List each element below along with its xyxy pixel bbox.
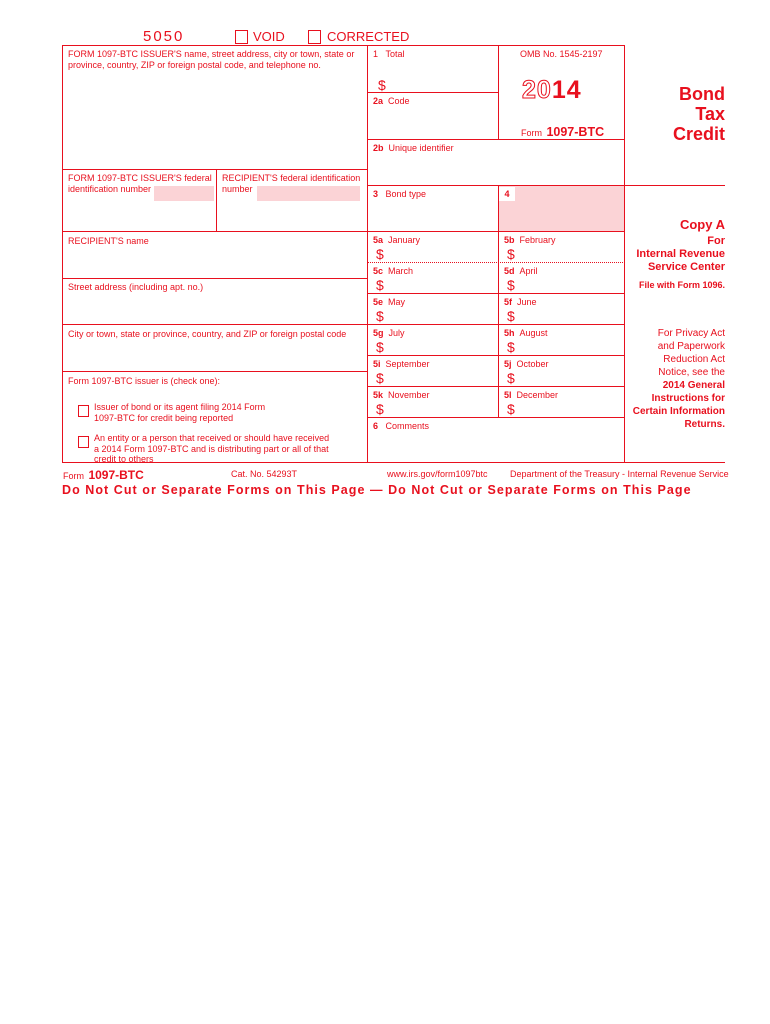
box-5g-month: July [388,328,405,338]
box3-bond-type-field[interactable] [370,201,495,229]
box-5d-label [504,266,538,277]
box-5b-number: 5b [504,235,515,245]
box-5c-month: March [388,266,414,276]
box3-text: Bond type [385,189,427,199]
footer-form-number: 1097-BTC [88,468,144,482]
box-5l-month: December [516,390,559,400]
box-5i-dollar: $ [376,370,384,386]
box2a-number: 2a [373,96,384,106]
corrected-checkbox[interactable] [308,30,321,44]
box-5b-month: February [519,235,556,245]
line-issuer-bottom [62,169,367,170]
box-5c[interactable] [367,262,498,293]
issuer-name-label: FORM 1097-BTC ISSUER'S name, street address, city or town, state or province, country, ZIP or foreign postal code, and telephone no. [68,49,355,70]
box-5f-dollar: $ [507,308,515,324]
box-5j[interactable] [498,355,624,386]
city-state-label: City or town, state or province, country, and ZIP or foreign postal code [68,329,347,339]
copy-for: For [707,235,725,247]
box-5g[interactable] [367,324,498,355]
distributor-label: An entity or a person that received or should have received a 2014 Form 1097-BTC and is distributing part or all of that credit to others [94,433,330,464]
form-title [625,84,725,144]
issuer-tin-field[interactable] [154,186,214,201]
form-name-header [521,123,604,141]
box3-label [373,189,426,200]
box-5l-dollar: $ [507,401,515,417]
box-5d-number: 5d [504,266,515,276]
box-5d[interactable] [498,262,624,293]
street-address-field[interactable] [64,294,364,322]
box-5l-number: 5l [504,390,512,400]
box-5f-number: 5f [504,297,513,307]
box2a-label [373,96,410,107]
recipient-tin-label: RECIPIENT'S federal identification number [222,173,361,194]
copy-a-label: Copy A [679,217,725,232]
void-label: VOID [253,29,285,44]
irs-line1: Internal Revenue [636,248,725,260]
box-5e-number: 5e [373,297,384,307]
form-code: 5050 [143,28,185,45]
divider-middle-top [498,45,499,139]
box-5h-dollar: $ [507,339,515,355]
recipient-tin-field[interactable] [257,186,360,201]
box-5e[interactable] [367,293,498,324]
line-recipient-name-bottom [62,278,367,279]
box-5i-label [373,359,430,370]
box-5f[interactable] [498,293,624,324]
box-5g-number: 5g [373,328,384,338]
treasury-department: Department of the Treasury - Internal Revenue Service [510,469,729,479]
box-5k-label [373,390,430,401]
privacy-line1: For Privacy Act [657,328,725,339]
box-5j-label [504,359,549,370]
privacy-line3: Reduction Act [663,354,725,365]
line-street-bottom [62,324,367,325]
box6-label [373,421,429,432]
corrected-label: CORRECTED [327,29,410,44]
box-5k-month: November [388,390,430,400]
box-5h-label [504,328,548,339]
box3-number: 3 [373,189,379,199]
privacy-bold2: Instructions for [651,393,725,404]
box2b-text: Unique identifier [388,143,454,153]
box1-total-field[interactable] [390,74,495,90]
issuer-agent-checkbox[interactable] [78,405,89,417]
privacy-notice [620,327,725,431]
box-5j-number: 5j [504,359,512,369]
privacy-bold1: 2014 General [662,380,725,391]
box-5l[interactable] [498,386,624,417]
box-5g-label [373,328,405,339]
box-5i-month: September [385,359,430,369]
box-5a-label [373,235,420,246]
box1-text: Total [385,49,405,59]
box-5i-number: 5i [373,359,381,369]
form-top-border [62,45,625,46]
privacy-bold4: Returns. [684,419,725,430]
box-5a-number: 5a [373,235,384,245]
box-5c-dollar: $ [376,277,384,293]
box-5e-dollar: $ [376,308,384,324]
box-5j-dollar: $ [507,370,515,386]
box-5k-number: 5k [373,390,384,400]
box-5b[interactable] [498,231,624,262]
privacy-bold3: Certain Information [632,406,725,417]
form-word: Form [521,128,542,138]
footer-form-name [63,466,144,484]
footer-form-word: Form [63,471,84,481]
box-5k-dollar: $ [376,401,384,417]
box4-number: 4 [499,187,515,201]
tax-year-outline: 20 [522,76,552,104]
distributor-checkbox[interactable] [78,436,89,448]
irs-url: www.irs.gov/form1097btc [387,469,488,479]
box1-dollar: $ [378,77,386,93]
box-5f-month: June [517,297,537,307]
form-left-border [62,45,63,462]
box-5k[interactable] [367,386,498,417]
box2b-unique-id-field[interactable] [370,155,622,183]
box-5h[interactable] [498,324,624,355]
city-state-field[interactable] [64,341,364,369]
box6-text: Comments [385,421,430,431]
line-5-bottom [367,417,625,418]
irs-line2: Service Center [647,261,725,273]
street-address-label: Street address (including apt. no.) [68,282,204,292]
box-5b-dollar: $ [507,246,515,262]
issuer-agent-label: Issuer of bond or its agent filing 2014 Form 1097-BTC for credit being reported [94,402,266,423]
box-5b-label [504,235,556,246]
box-5l-label [504,390,558,401]
form-title-line3: Credit [672,124,725,144]
box-5c-number: 5c [373,266,384,276]
box-5h-number: 5h [504,328,515,338]
box-5d-dollar: $ [507,277,515,293]
box2b-number: 2b [373,143,384,153]
issuer-check-label: Form 1097-BTC issuer is (check one): [68,376,221,386]
box1-label [373,49,405,60]
catalog-number: Cat. No. 54293T [231,469,298,479]
box-5j-month: October [516,359,549,369]
line-city-bottom [62,371,367,372]
box-5g-dollar: $ [376,339,384,355]
box4-shaded-area [499,186,624,231]
box-5h-month: August [519,328,548,338]
box2b-label [373,143,454,154]
box2a-text: Code [388,96,410,106]
void-checkbox[interactable] [235,30,248,44]
do-not-cut-banner: Do Not Cut or Separate Forms on This Page — Do Not Cut or Separate Forms on This Page [62,483,692,497]
file-with-1096: File with Form 1096. [638,280,725,290]
form-name: 1097-BTC [546,125,605,139]
issuer-name-field[interactable] [64,72,364,167]
box-5a[interactable] [367,231,498,262]
form-title-line1: Bond [679,84,725,104]
issuer-tin-label: FORM 1097-BTC ISSUER'S federal identification number [68,173,212,194]
box-5i[interactable] [367,355,498,386]
box-5e-month: May [388,297,406,307]
box-5a-dollar: $ [376,246,384,262]
form-title-line2: Tax [695,104,725,124]
box6-comments-field[interactable] [370,433,622,460]
line-2a-top [367,92,498,93]
tax-year-bold: 14 [551,76,582,104]
recipient-name-label: RECIPIENT'S name [68,236,149,246]
box-5c-label [373,266,413,277]
box2a-code-field[interactable] [370,108,495,137]
box1-number: 1 [373,49,379,59]
box-5e-label [373,297,405,308]
box-5d-month: April [519,266,538,276]
box6-number: 6 [373,421,379,431]
privacy-line4: Notice, see the [658,367,725,378]
omb-number: OMB No. 1545-2197 [520,49,603,59]
box-5a-month: January [388,235,421,245]
tax-year [522,76,582,105]
recipient-name-field[interactable] [64,248,364,276]
box-5f-label [504,297,537,308]
privacy-line2: and Paperwork [657,341,725,352]
